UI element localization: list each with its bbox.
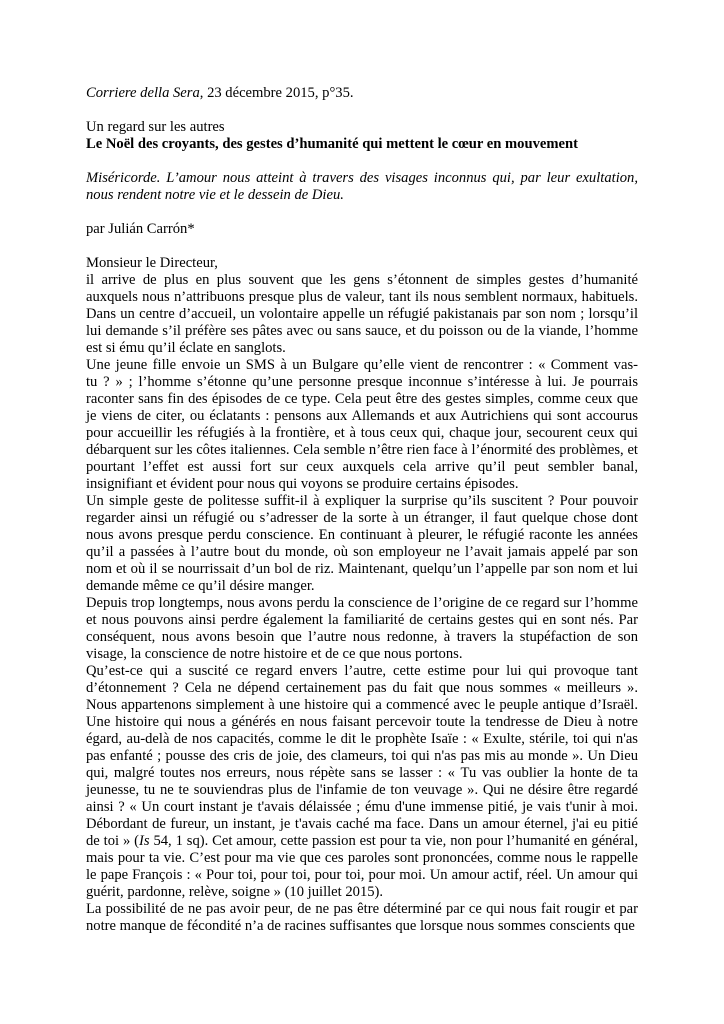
body-paragraph <box>86 493 638 595</box>
article <box>86 85 638 935</box>
salutation: Monsieur le Directeur, <box>86 255 218 271</box>
source-citation <box>86 85 638 102</box>
article-body <box>86 272 638 935</box>
text-run: Qu’est-ce qui a suscité ce regard envers l’autre, cette estime pour lui qui provoque tant d’étonnement ? Cela ne dépend certainement pas du fait que nous sommes « meilleurs ». Nous appartenons simplement à une histoire qui a commencé avec le peuple antique d’Israël. Une histoire qui nous a générés en nous faisant percevoir toute la tendresse de Dieu à notre égard, au-delà de nos capacités, comme le dit le prophète Isaïe : « Exulte, stérile, toi qui n'as pas enfanté ; pousse des cris de joie, des clameurs, toi qui n'as pas mis au monde ». Un Dieu qui, malgré toutes nos erreurs, nous répète sans se lasser : « Tu vas oublier la honte de ta jeunesse, tu ne te souviendras plus de l'infamie de ton veuvage ». Qui ne désire être regardé ainsi ? « Un court instant je t'avais délaissée ; ému d'une immense pitié, je vais t'unir à moi. Débordant de fureur, un instant, je t'avais caché ma face. Dans un amour éternel, j'ai eu pitié de toi » ( <box>86 663 638 849</box>
lede: Miséricorde. L’amour nous atteint à travers des visages inconnus qui, par leur exultation, nous rendent notre vie et le dessein de Dieu. <box>86 170 638 203</box>
body-paragraph <box>86 595 638 663</box>
text-run: Un simple geste de politesse suffit-il à expliquer la surprise qu’ils suscitent ? Pour pouvoir regarder ainsi un réfugié ou s’adresser de la sorte à un étranger, il faut quelque chose dont nous avons presque perdu conscience. En continuant à pleurer, le réfugié raconte les années qu’il a passées à l’autre bout du monde, où son employeur ne l’avait jamais appelé par son nom et où il se nourrissait d’un bol de riz. Maintenant, quelqu’un l’appelle par son nom et lui demande même ce qu’il désire manger. <box>86 493 638 594</box>
byline: par Julián Carrón* <box>86 221 195 237</box>
body-paragraph <box>86 663 638 901</box>
text-run: Une jeune fille envoie un SMS à un Bulgare qu’elle vient de rencontrer : « Comment vas-tu ? » ; l’homme s’étonne qu’une personne presque inconnue s’intéresse à lui. Je pourrais raconter sans fin des épisodes de ce type. Cela peut être des gestes simples, comme ceux que je viens de citer, ou éclatants : pensons aux Allemands et aux Autrichiens qui sont accourus pour accueillir les réfugiés à la frontière, et à tous ceux qui, chaque jour, secourent ceux qui débarquent sur les côtes italiennes. Cela semble n’être rien face à l’énormité des problèmes, et pourtant l’effet est aussi fort sur ceux auxquels cela arrive qu’il peut sembler banal, insignifiant et évident pour nous qui voyons se produire certains épisodes. <box>86 357 638 492</box>
kicker: Un regard sur les autres <box>86 119 225 135</box>
body-paragraph <box>86 901 638 935</box>
text-run: , 23 décembre 2015, p°35. <box>199 85 354 101</box>
body-paragraph <box>86 357 638 493</box>
body-paragraph <box>86 272 638 357</box>
text-run: 54, 1 sq). Cet amour, cette passion est pour ta vie, non pour l’humanité en général, mais pour ta vie. C’est pour ma vie que ces paroles sont prononcées, comme nous le rappelle le pape François : « Pour toi, pour toi, pour toi, pour moi. Un amour actif, réel. Un amour qui guérit, pardonne, relève, soigne » (10 juillet 2015). <box>86 833 638 900</box>
headline: Le Noël des croyants, des gestes d’humanité qui mettent le cœur en mouvement <box>86 136 578 152</box>
italic-text-run: Is <box>139 833 150 849</box>
text-run: La possibilité de ne pas avoir peur, de ne pas être déterminé par ce qui nous fait rougir et par notre manque de fécondité n’a de racines suffisantes que lorsque nous sommes conscients que <box>86 901 638 934</box>
text-run: Depuis trop longtemps, nous avons perdu la conscience de l’origine de ce regard sur l’homme et nous pouvons ainsi perdre également la familiarité de certains gestes qui en sont nés. Par conséquent, nous avons besoin que l’autre nous redonne, à travers la stupéfaction de son visage, la conscience de notre histoire et de ce que nous portons. <box>86 595 638 662</box>
italic-text-run: Corriere della Sera <box>86 85 200 101</box>
text-run: il arrive de plus en plus souvent que les gens s’étonnent de simples gestes d’humanité auxquels nous n’attribuons presque plus de valeur, tant ils nous semblent normaux, habituels. Dans un centre d’accueil, un volontaire appelle un réfugié pakistanais par son nom ; lorsqu’il lui demande s’il préfère ses pâtes avec ou sans sauce, et du poisson ou de la viande, l’homme est si ému qu’il éclate en sanglots. <box>86 272 638 356</box>
